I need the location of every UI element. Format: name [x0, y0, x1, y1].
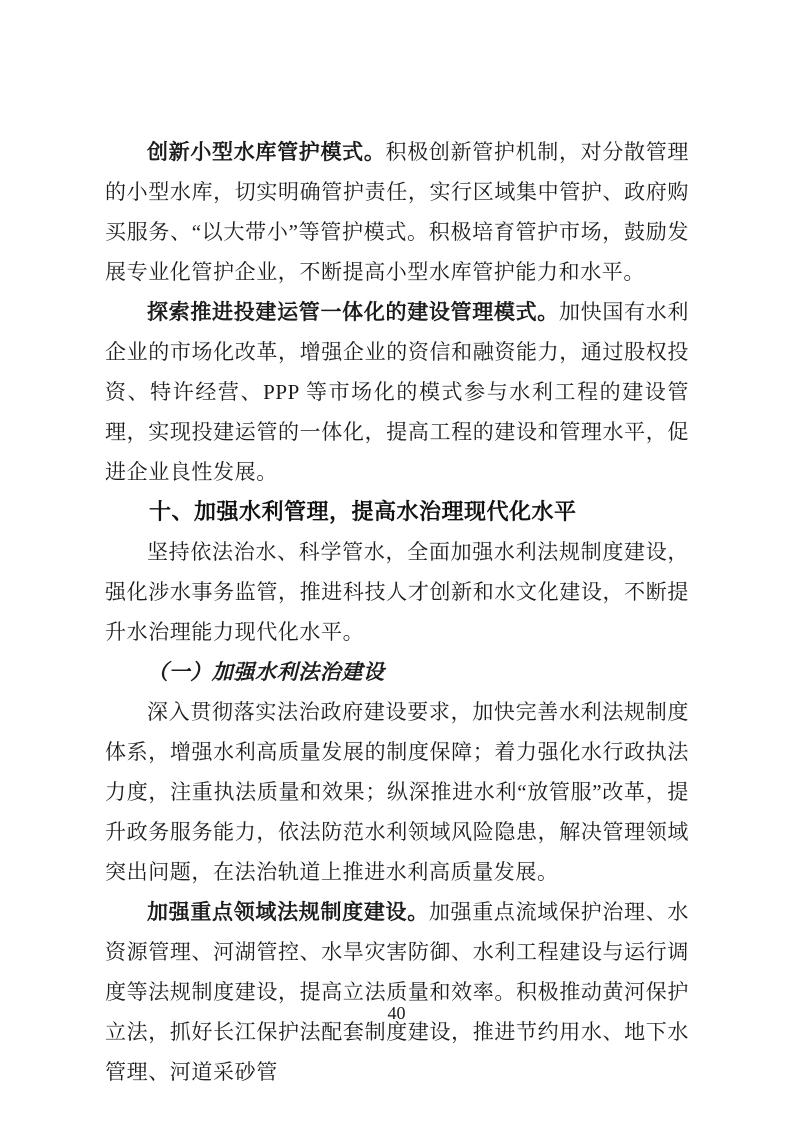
paragraph-rule-of-law: 深入贯彻落实法治政府建设要求，加快完善水利法规制度体系，增强水利高质量发展的制度保障；着力强化水行政执法力度，注重执法质量和效果；纵深推进水利“放管服”改革，提升政务服务能力，依法防范水利领域风险隐患，解决管理领域突出问题，在法治轨道上推进水利高质量发展。	[105, 700, 689, 884]
section-heading-10: 十、加强水利管理，提高水治理现代化水平	[149, 499, 577, 524]
paragraph-key-regulations	[105, 892, 689, 1092]
paragraph-text: 加强重点流域保护治理、水资源管理、河湖管控、水旱灾害防御、水利工程建设与运行调度等法规制度建设，提高立法质量和效率。积极推动黄河保护立法，抓好长江保护法配套制度建设，推进节约用水、地下水管理、河道采砂管	[105, 900, 689, 1084]
document-body	[105, 132, 689, 1092]
paragraph-text: 积极创新管护机制，对分散管理的小型水库，切实明确管护责任，实行区域集中管护、政府购买服务、“以大带小”等管护模式。积极培育管护市场，鼓励发展专业化管护企业，不断提高小型水库管护能力和水平。	[105, 140, 689, 284]
paragraph-lead: 创新小型水库管护模式。	[147, 140, 386, 164]
paragraph-integrated-management	[105, 292, 689, 492]
paragraph-section-intro: 坚持依法治水、科学管水，全面加强水利法规制度建设，强化涉水事务监管，推进科技人才创新和水文化建设，不断提升水治理能力现代化水平。	[105, 540, 689, 644]
paragraph-lead: 加强重点领域法规制度建设。	[147, 900, 429, 924]
page-number: 40	[387, 1003, 406, 1023]
subsection-heading-1: （一）加强水利法治建设	[147, 660, 385, 684]
paragraph-text: 加快国有水利企业的市场化改革，增强企业的资信和融资能力，通过股权投资、特许经营、PPP 等市场化的模式参与水利工程的建设管理，实现投建运管的一体化，提高工程的建设和管理水平，促进企业良性发展。	[105, 300, 689, 484]
paragraph-lead: 探索推进投建运管一体化的建设管理模式。	[147, 300, 559, 324]
paragraph-reservoir-maintenance	[105, 132, 689, 292]
